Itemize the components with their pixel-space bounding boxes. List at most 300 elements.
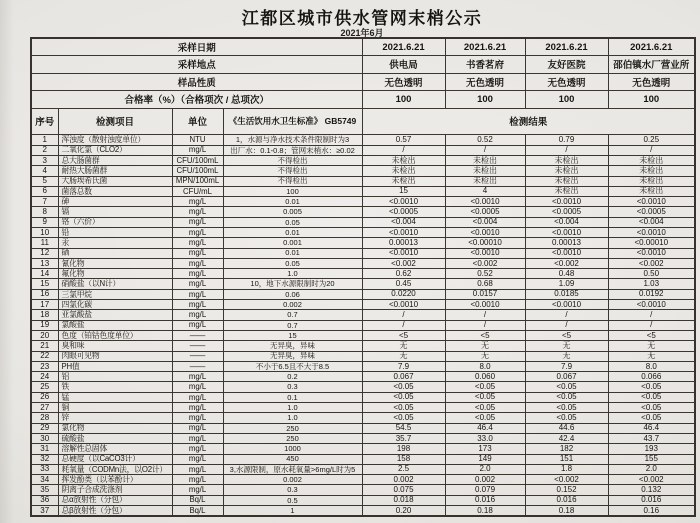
result-value: <0.05	[445, 382, 525, 392]
info-value: 2021.6.21	[608, 38, 695, 56]
item-unit: mg/L	[172, 464, 223, 474]
table-row	[31, 300, 695, 310]
item-unit: mg/L	[172, 475, 223, 485]
result-value: 0.0192	[608, 289, 695, 299]
col-header-standard: 《生活饮用水卫生标准》 GB5749	[223, 108, 362, 135]
item-name: 总大肠菌群	[58, 155, 172, 165]
result-value: /	[362, 310, 445, 320]
result-value: 155	[608, 454, 695, 464]
row-index: 5	[31, 176, 58, 186]
result-value: <5	[362, 330, 445, 340]
item-unit: mg/L	[172, 320, 223, 330]
table-row	[31, 475, 695, 485]
info-value: 邵伯镇水厂营业所	[608, 56, 695, 74]
result-value: 未检出	[445, 176, 525, 186]
item-standard: 0.7	[223, 310, 362, 320]
result-value: 无	[525, 351, 608, 361]
table-row	[31, 310, 695, 320]
item-name: 耗氧量（CODMn法，以O2计）	[58, 464, 172, 474]
item-standard: 0.01	[223, 197, 362, 207]
result-value: 无	[445, 351, 525, 361]
result-value: /	[608, 145, 695, 155]
item-name: 铝	[58, 372, 172, 382]
item-name: 氯化物	[58, 423, 172, 433]
row-index: 36	[31, 495, 58, 505]
result-value: 43.7	[608, 433, 695, 443]
result-value: 未检出	[525, 176, 608, 186]
item-standard: 0.3	[223, 485, 362, 495]
item-name: 铅	[58, 228, 172, 238]
result-value: <0.0010	[525, 228, 608, 238]
result-value: <0.05	[445, 403, 525, 413]
result-value: 198	[362, 444, 445, 454]
table-row	[31, 207, 695, 217]
table-row	[31, 279, 695, 289]
result-value: 0.002	[362, 475, 445, 485]
table-row	[31, 238, 695, 248]
result-value: <0.002	[445, 258, 525, 268]
info-label: 样品性质	[31, 73, 362, 91]
result-value: 0.067	[362, 372, 445, 382]
row-index: 24	[31, 372, 58, 382]
result-value: 33.0	[445, 433, 525, 443]
item-unit: mg/L	[172, 269, 223, 279]
result-value: 2.5	[362, 464, 445, 474]
result-value: <0.002	[525, 258, 608, 268]
result-value: 0.018	[362, 495, 445, 505]
result-value: 0.132	[608, 485, 695, 495]
table-row	[31, 330, 695, 340]
result-value: <0.0010	[608, 197, 695, 207]
result-value: <0.0005	[445, 207, 525, 217]
item-standard: 0.005	[223, 207, 362, 217]
result-value: 未检出	[608, 155, 695, 165]
table-row	[31, 197, 695, 207]
info-value: 100	[608, 91, 695, 109]
result-value: <0.0010	[445, 300, 525, 310]
item-standard: 出厂水：0.1-0.8；管网末梢水：≥0.02	[223, 145, 362, 155]
item-unit: Bq/L	[172, 495, 223, 505]
water-quality-table	[30, 37, 696, 517]
result-value: <0.002	[525, 475, 608, 485]
result-value: <0.00010	[445, 238, 525, 248]
result-value: 未检出	[525, 155, 608, 165]
info-value: 2021.6.21	[362, 38, 445, 56]
row-index: 34	[31, 475, 58, 485]
table-row	[31, 166, 695, 176]
result-value: <0.05	[445, 413, 525, 423]
info-value: 无色透明	[608, 73, 695, 91]
row-index: 2	[31, 145, 58, 155]
row-index: 27	[31, 403, 58, 413]
item-standard: 0.2	[223, 372, 362, 382]
result-value: 未检出	[608, 176, 695, 186]
table-row	[31, 217, 695, 227]
item-name: 硝酸盐（以N计）	[58, 279, 172, 289]
result-value: 46.4	[445, 423, 525, 433]
item-unit: mg/L	[172, 258, 223, 268]
item-name: 铬（六价）	[58, 217, 172, 227]
info-label: 合格率（%）（合格项次 / 总项次）	[31, 91, 362, 109]
item-unit: mg/L	[172, 310, 223, 320]
result-value: 0.016	[608, 495, 695, 505]
result-value: <0.004	[525, 217, 608, 227]
item-standard: 0.001	[223, 238, 362, 248]
table-row	[31, 423, 695, 433]
row-index: 20	[31, 330, 58, 340]
row-index: 4	[31, 166, 58, 176]
item-unit: ——	[172, 361, 223, 371]
result-value: <0.05	[608, 382, 695, 392]
result-value: <0.0010	[525, 248, 608, 258]
item-standard: 无异臭，异味	[223, 351, 362, 361]
result-value: <0.0010	[445, 197, 525, 207]
item-unit: CFU/100mL	[172, 155, 223, 165]
result-value: 未检出	[525, 186, 608, 196]
result-value: 0.18	[525, 506, 608, 516]
result-value: 0.00013	[525, 238, 608, 248]
result-value: 0.48	[525, 269, 608, 279]
table-row	[31, 145, 695, 155]
item-name: 耐热大肠菌群	[58, 166, 172, 176]
result-value: 42.4	[525, 433, 608, 443]
result-value: <0.05	[525, 403, 608, 413]
item-standard: 1	[223, 506, 362, 516]
result-value: 无	[362, 351, 445, 361]
row-index: 3	[31, 155, 58, 165]
item-name: 四氯化碳	[58, 300, 172, 310]
table-row	[31, 269, 695, 279]
result-value: 0.075	[362, 485, 445, 495]
info-value: 无色透明	[525, 73, 608, 91]
item-unit: mg/L	[172, 403, 223, 413]
item-standard: 250	[223, 423, 362, 433]
row-index: 15	[31, 279, 58, 289]
result-value: 1.09	[525, 279, 608, 289]
result-value: <0.05	[608, 413, 695, 423]
result-value: 0.79	[525, 135, 608, 145]
item-name: 亚氯酸盐	[58, 310, 172, 320]
item-unit: mg/L	[172, 485, 223, 495]
result-value: 193	[608, 444, 695, 454]
item-standard: 250	[223, 433, 362, 443]
item-name: 氟化物	[58, 269, 172, 279]
result-value: 1.8	[525, 464, 608, 474]
result-value: <0.0010	[362, 197, 445, 207]
item-standard: 不得检出	[223, 155, 362, 165]
result-value: <0.05	[362, 403, 445, 413]
result-value: 2.0	[608, 464, 695, 474]
result-value: 0.016	[445, 495, 525, 505]
table-row	[31, 361, 695, 371]
item-name: 锌	[58, 413, 172, 423]
row-index: 32	[31, 454, 58, 464]
result-value: 未检出	[608, 166, 695, 176]
result-value: 0.079	[445, 485, 525, 495]
item-unit: mg/L	[172, 207, 223, 217]
result-value: 7.9	[525, 361, 608, 371]
result-value: <0.0010	[362, 248, 445, 258]
info-value: 供电局	[362, 56, 445, 74]
table-row	[31, 186, 695, 196]
table-row	[31, 176, 695, 186]
result-value: 0.00013	[362, 238, 445, 248]
result-value: 未检出	[445, 166, 525, 176]
result-value: 54.5	[362, 423, 445, 433]
item-name: 氰化物	[58, 258, 172, 268]
page-title: 江都区城市供水管网末梢公示	[241, 9, 483, 28]
result-value: 151	[525, 454, 608, 464]
table-row	[31, 495, 695, 505]
col-header-results: 检测结果	[362, 108, 695, 135]
result-value: 无	[608, 351, 695, 361]
result-value: <5	[525, 330, 608, 340]
row-index: 33	[31, 464, 58, 474]
item-name: 大肠埃希氏菌	[58, 176, 172, 186]
result-value: 未检出	[445, 155, 525, 165]
info-label: 采样日期	[31, 38, 362, 56]
item-standard: 不小于6.5且不大于8.5	[223, 361, 362, 371]
result-value: 0.002	[445, 475, 525, 485]
item-unit: mg/L	[172, 454, 223, 464]
row-index: 12	[31, 248, 58, 258]
result-value: 0.067	[525, 372, 608, 382]
sampling-info-section	[31, 38, 695, 108]
result-value: 0.62	[362, 269, 445, 279]
result-value: 0.060	[445, 372, 525, 382]
item-standard: 1.0	[223, 413, 362, 423]
info-value: 100	[362, 91, 445, 109]
row-index: 26	[31, 392, 58, 402]
table-row	[31, 464, 695, 474]
item-name: 臭和味	[58, 341, 172, 351]
result-value: /	[362, 145, 445, 155]
result-value: /	[608, 310, 695, 320]
result-value: 无	[362, 341, 445, 351]
result-value: 未检出	[362, 176, 445, 186]
item-unit: ——	[172, 341, 223, 351]
row-index: 10	[31, 228, 58, 238]
table-row	[31, 403, 695, 413]
result-value: /	[445, 310, 525, 320]
item-unit: mg/L	[172, 228, 223, 238]
table-row	[31, 228, 695, 238]
item-unit: CFU/100mL	[172, 166, 223, 176]
result-value: <5	[608, 330, 695, 340]
result-value: 0.25	[608, 135, 695, 145]
item-unit: mg/L	[172, 444, 223, 454]
result-value: 0.50	[608, 269, 695, 279]
result-value: 0.016	[525, 495, 608, 505]
item-unit: mg/L	[172, 300, 223, 310]
result-value: <0.0010	[608, 228, 695, 238]
info-label: 采样地点	[31, 56, 362, 74]
row-index: 19	[31, 320, 58, 330]
result-value: <0.0010	[362, 228, 445, 238]
table-row	[31, 433, 695, 443]
result-value: 未检出	[362, 155, 445, 165]
row-index: 18	[31, 310, 58, 320]
result-value: <0.0005	[525, 207, 608, 217]
item-name: 氯酸盐	[58, 320, 172, 330]
result-value: 158	[362, 454, 445, 464]
col-header-item: 检测项目	[58, 108, 172, 135]
row-index: 35	[31, 485, 58, 495]
info-value: 100	[445, 91, 525, 109]
row-index: 8	[31, 207, 58, 217]
result-value: 0.52	[445, 269, 525, 279]
item-name: 三氯甲烷	[58, 289, 172, 299]
result-value: 44.6	[525, 423, 608, 433]
result-value: 2.0	[445, 464, 525, 474]
result-value: <0.05	[445, 392, 525, 402]
item-unit: mg/L	[172, 279, 223, 289]
item-unit: mg/L	[172, 289, 223, 299]
item-standard: 10，地下水源限制时为20	[223, 279, 362, 289]
result-value: <0.002	[362, 258, 445, 268]
col-header-index: 序号	[31, 108, 58, 135]
item-unit: ——	[172, 330, 223, 340]
table-row	[31, 258, 695, 268]
result-value: <0.0010	[445, 228, 525, 238]
result-value: <0.002	[608, 258, 695, 268]
result-value: 182	[525, 444, 608, 454]
result-value: 8.0	[445, 361, 525, 371]
item-standard: 1000	[223, 444, 362, 454]
table-row	[31, 382, 695, 392]
item-standard: 0.01	[223, 228, 362, 238]
table-row	[31, 454, 695, 464]
result-value: <0.05	[525, 392, 608, 402]
item-unit: Bq/L	[172, 506, 223, 516]
result-value: <0.0010	[445, 248, 525, 258]
result-value: /	[445, 320, 525, 330]
item-standard: 0.5	[223, 495, 362, 505]
table-row	[31, 413, 695, 423]
row-index: 16	[31, 289, 58, 299]
result-value: /	[608, 320, 695, 330]
result-value: 0.18	[445, 506, 525, 516]
row-index: 17	[31, 300, 58, 310]
item-unit: CFU/mL	[172, 186, 223, 196]
result-value: 7.9	[362, 361, 445, 371]
column-header-row	[31, 108, 695, 135]
info-value: 2021.6.21	[445, 38, 525, 56]
result-value: 4	[445, 186, 525, 196]
result-value: /	[525, 320, 608, 330]
row-index: 28	[31, 413, 58, 423]
result-value: <0.0010	[525, 197, 608, 207]
column-header-section	[31, 108, 695, 135]
result-value: 1.03	[608, 279, 695, 289]
result-value: <0.05	[525, 413, 608, 423]
result-value: 0.16	[608, 506, 695, 516]
result-value: 0.0157	[445, 289, 525, 299]
item-standard: 100	[223, 186, 362, 196]
table-row	[31, 248, 695, 258]
result-value: <0.0010	[608, 248, 695, 258]
table-row	[31, 506, 695, 516]
row-index: 11	[31, 238, 58, 248]
col-header-unit: 单位	[172, 108, 223, 135]
result-value: 未检出	[525, 166, 608, 176]
info-row	[31, 91, 695, 109]
item-name: 铜	[58, 403, 172, 413]
result-value: 0.0220	[362, 289, 445, 299]
result-value: <0.004	[608, 217, 695, 227]
result-value: 无	[608, 341, 695, 351]
result-value: 0.066	[608, 372, 695, 382]
item-name: 总β放射性（分包）	[58, 506, 172, 516]
item-name: 总硬度（以CaCO3计）	[58, 454, 172, 464]
item-name: 肉眼可见物	[58, 351, 172, 361]
result-value: /	[525, 145, 608, 155]
item-name: 色度（铂钴色度单位）	[58, 330, 172, 340]
row-index: 23	[31, 361, 58, 371]
info-row	[31, 38, 695, 56]
item-unit: mg/L	[172, 217, 223, 227]
table-row	[31, 392, 695, 402]
item-unit: mg/L	[172, 145, 223, 155]
item-standard: 不得检出	[223, 176, 362, 186]
table-row	[31, 135, 695, 145]
item-name: PH值	[58, 361, 172, 371]
item-unit: mg/L	[172, 392, 223, 402]
result-value: 无	[445, 341, 525, 351]
result-value: <0.00010	[608, 238, 695, 248]
item-standard: 0.002	[223, 475, 362, 485]
row-index: 29	[31, 423, 58, 433]
result-value: 0.20	[362, 506, 445, 516]
result-value: <0.0005	[362, 207, 445, 217]
result-value: /	[362, 320, 445, 330]
item-standard: 不得检出	[223, 166, 362, 176]
result-value: 0.45	[362, 279, 445, 289]
row-index: 14	[31, 269, 58, 279]
row-index: 1	[31, 135, 58, 145]
item-unit: mg/L	[172, 372, 223, 382]
item-standard: 450	[223, 454, 362, 464]
result-value: 0.0185	[525, 289, 608, 299]
item-unit: mg/L	[172, 197, 223, 207]
item-standard: 1，水源与净水技术条件限制时为3	[223, 135, 362, 145]
result-value: <0.0010	[362, 300, 445, 310]
row-index: 31	[31, 444, 58, 454]
result-value: 8.0	[608, 361, 695, 371]
row-index: 37	[31, 506, 58, 516]
item-name: 汞	[58, 238, 172, 248]
item-standard: 0.05	[223, 258, 362, 268]
item-unit: ——	[172, 351, 223, 361]
item-unit: NTU	[172, 135, 223, 145]
item-standard: 0.7	[223, 320, 362, 330]
item-standard: 0.05	[223, 217, 362, 227]
item-unit: mg/L	[172, 382, 223, 392]
result-value: 173	[445, 444, 525, 454]
result-value: 15	[362, 186, 445, 196]
item-name: 阴离子合成洗涤剂	[58, 485, 172, 495]
item-name: 菌落总数	[58, 186, 172, 196]
row-index: 22	[31, 351, 58, 361]
page-subtitle: 2021年6月	[340, 28, 384, 38]
item-standard: 0.01	[223, 248, 362, 258]
result-value: 35.7	[362, 433, 445, 443]
result-value: <0.05	[362, 413, 445, 423]
result-value: 0.68	[445, 279, 525, 289]
item-unit: mg/L	[172, 433, 223, 443]
table-row	[31, 289, 695, 299]
item-name: 挥发酚类（以苯酚计）	[58, 475, 172, 485]
